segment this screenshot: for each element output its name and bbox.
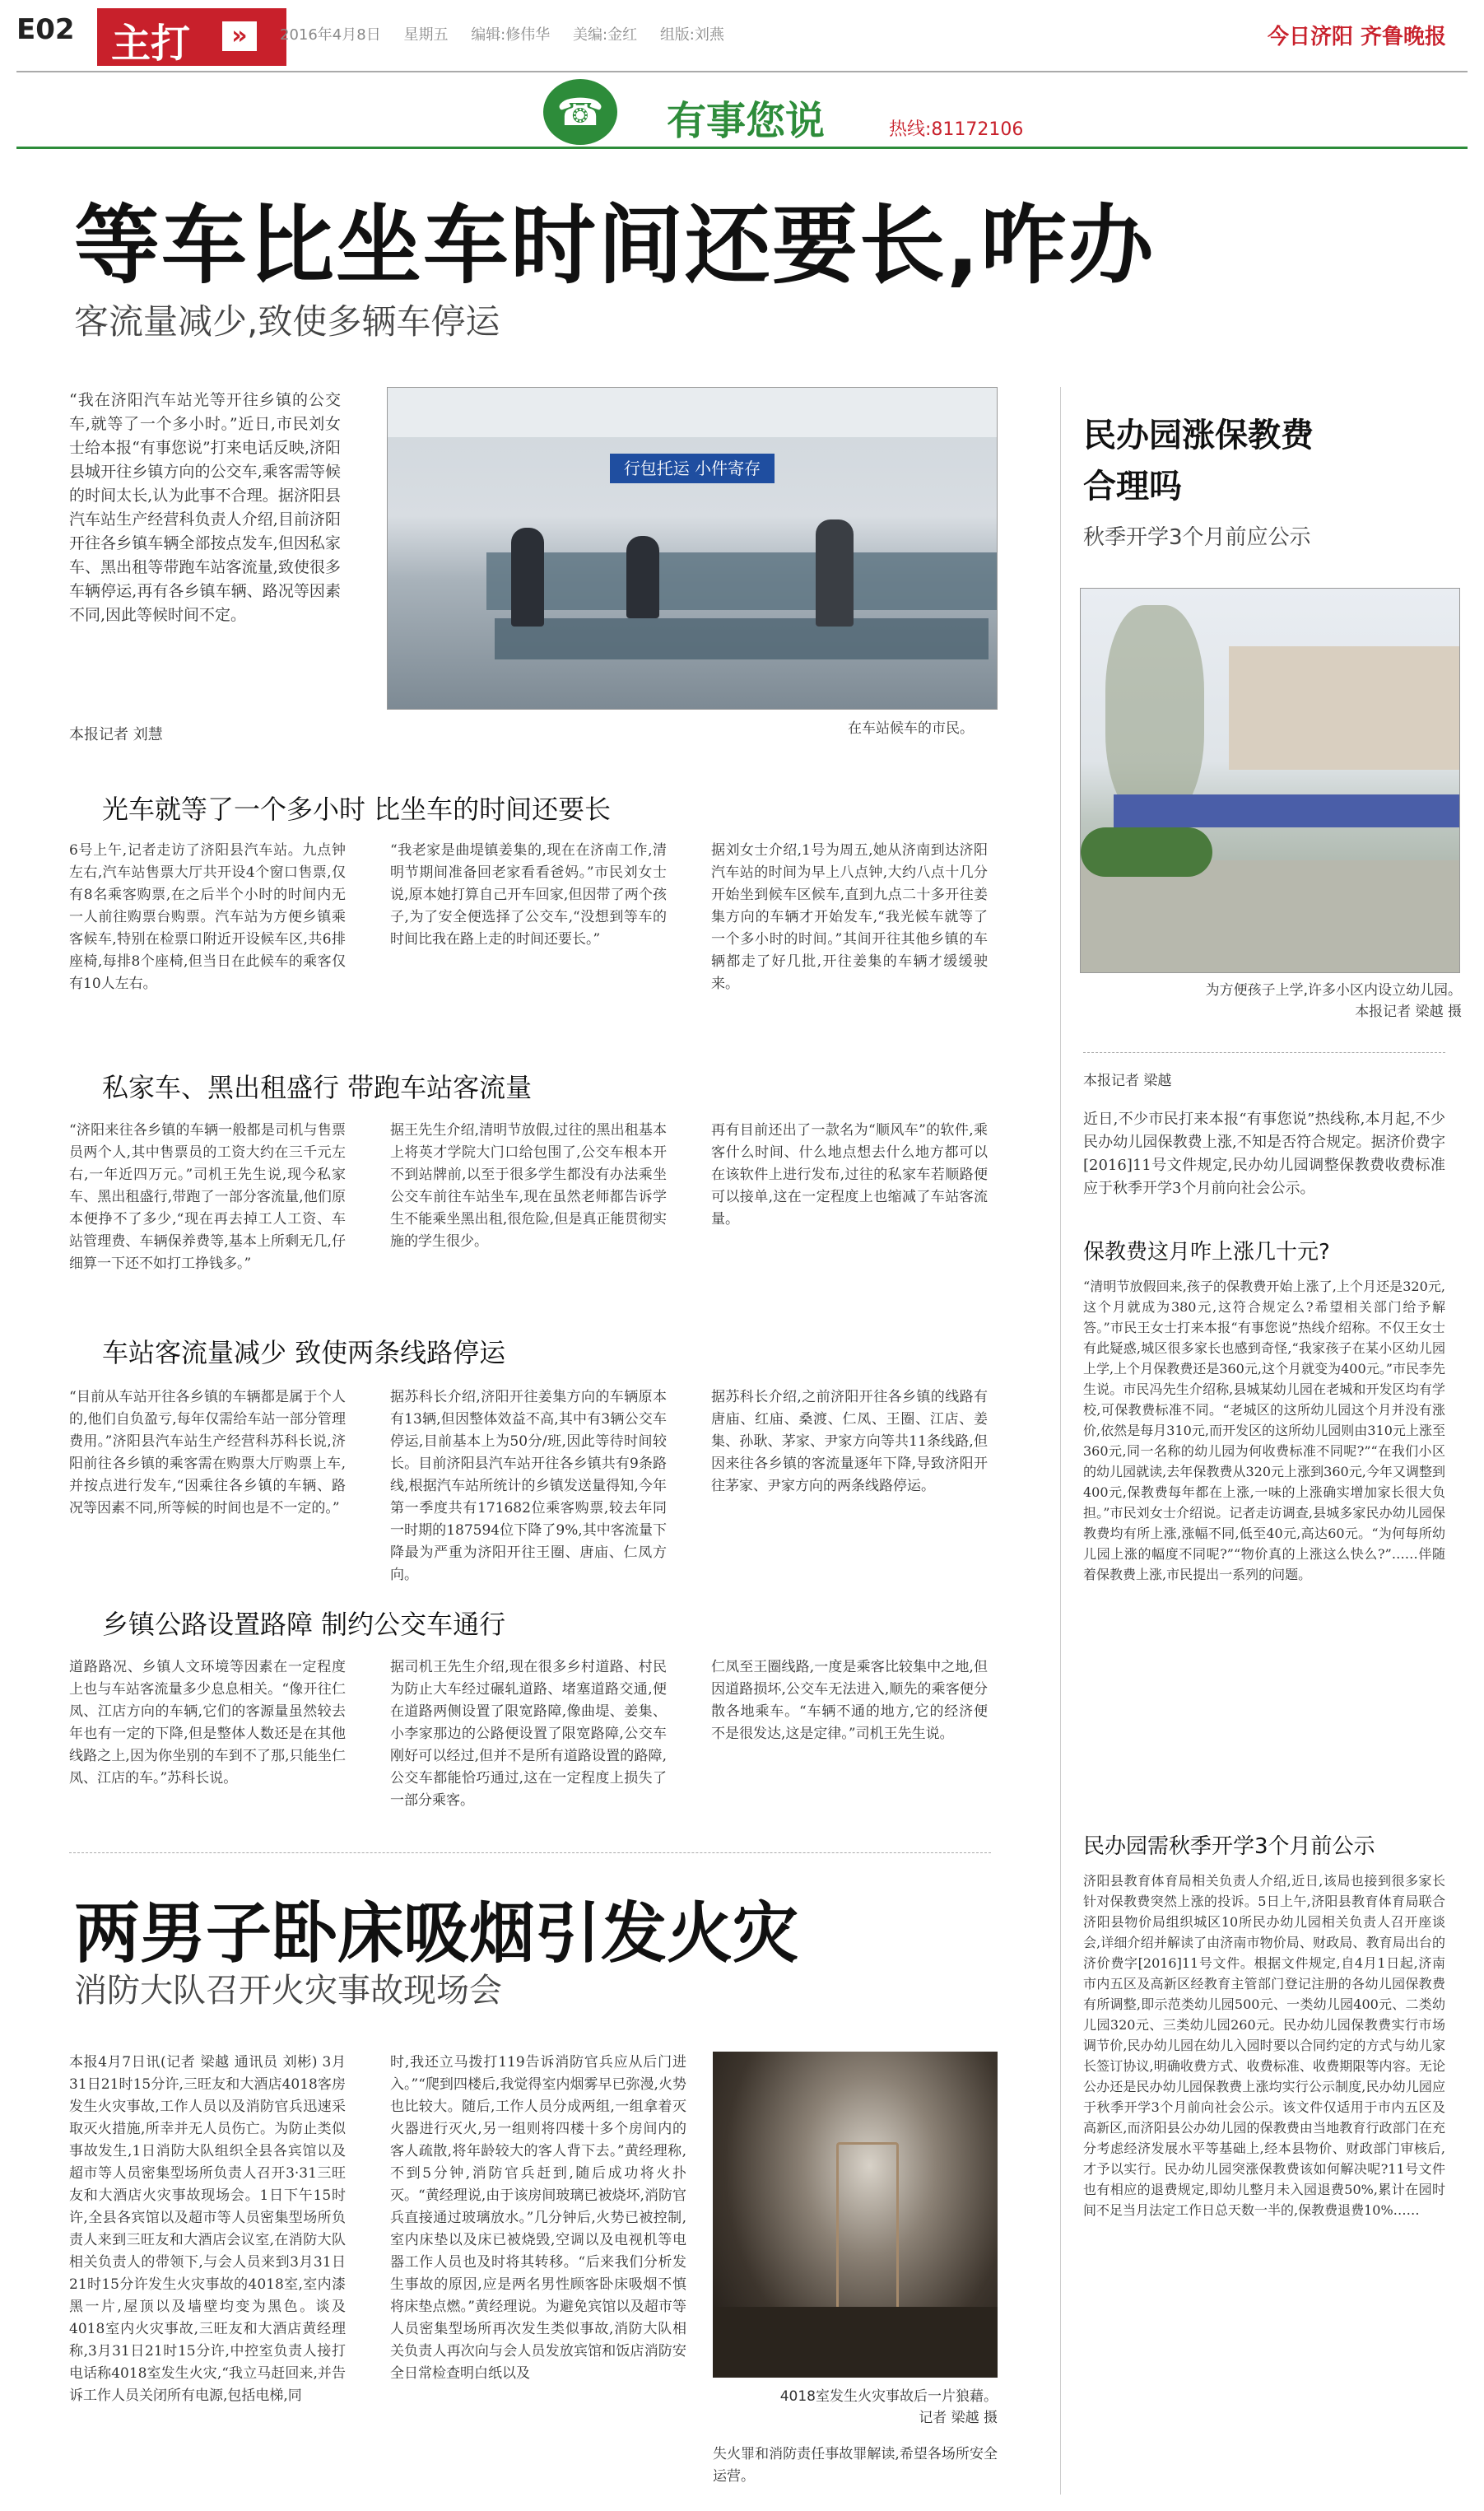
story1-byline: 本报记者 刘慧 <box>69 726 163 743</box>
photo2-caption-line1: 为方便孩子上学,许多小区内设立幼儿园。 <box>1205 982 1462 999</box>
section-title: 车站客流量减少 致使两条线路停运 <box>102 1337 506 1368</box>
kindergarten-subhead: 秋季开学3个月前应公示 <box>1083 525 1311 550</box>
fence <box>1114 794 1459 827</box>
story2-section-title: 民办园需秋季开学3个月前公示 <box>1083 1834 1375 1859</box>
story2-lead: 近日,不少市民打来本报“有事您说”热线称,本月起,不少民办幼儿园保教费上涨,不知是否符合规定。据济价费字[2016]11号文件规定,民办幼儿园调整保教费收费标准应于秋季开学3个月前向社会公示。 <box>1083 1111 1445 1197</box>
section-col: “济阳来往各乡镇的车辆一般都是司机与售票员两个人,其中售票员的工资大约在三千元左右,一年近四万元。”司机王先生说,现今私家车、黑出租盛行,带跑了一部分客流量,他们原本便挣不了多少,“现在再去掉工人工资、车站管理费、车辆保养费等,基本上所剩无几,仔细算一下还不如打工挣钱多。” <box>69 1122 346 1272</box>
section-col: 据司机王先生介绍,现在很多乡村道路、村民为防止大车经过碾轧道路、堵塞道路交通,便在道路两侧设置了限宽路障,像曲堤、姜集、小李家那边的公路便设置了限宽路障,公交车刚好可以经过,但并不是所有道路设置的路障,公交车都能恰巧通过,这在一定程度上损失了一部分乘客。 <box>390 1659 667 1809</box>
section-title: 光车就等了一个多小时 比坐车的时间还要长 <box>102 794 612 825</box>
story3-col-tail: 失火罪和消防责任事故罪解读,希望各场所安全运营。 <box>713 2446 998 2485</box>
phone-icon: ☎ <box>543 79 617 145</box>
station-sign: 行包托运 小件寄存 <box>610 454 775 483</box>
story2-section-title: 保教费这月咋上涨几十元? <box>1083 1240 1330 1265</box>
section-col: 据王先生介绍,清明节放假,过往的黑出租基本上将英才学院大门口给包围了,公交车根本开不到站牌前,以至于很多学生都没有办法乘坐公交车前往车站坐车,现在虽然老师都告诉学生不能乘坐黑出租,很危险,但是真正能贯彻实施的学生很少。 <box>390 1122 667 1250</box>
kindergarten-headline <box>1083 410 1445 512</box>
headline-bus-wait: 等车比坐车时间还要长,咋办 <box>74 195 1156 296</box>
subhead-fire: 消防大队召开火灾事故现场会 <box>74 1972 502 2010</box>
issue-date: 2016年4月8日 <box>280 26 381 44</box>
divider <box>1083 1052 1445 1053</box>
station-ceiling <box>388 388 997 437</box>
section-col: 据苏科长介绍,之前济阳开往各乡镇的线路有唐庙、红庙、桑渡、仁凤、王圈、江店、姜集、孙耿、茅家、尹家方向等共11条线路,但因来往各乡镇的客流量逐年下降,导致济阳开往茅家、尹家方向的两条线路停运。 <box>711 1389 988 1494</box>
floor <box>713 2307 998 2378</box>
section-label: 主打 <box>111 21 191 67</box>
photo3-caption <box>713 2386 998 2429</box>
section-title: 乡镇公路设置路障 制约公交车通行 <box>102 1609 506 1640</box>
story3-col: 本报4月7日讯(记者 梁越 通讯员 刘彬) 3月31日21时15分许,三旺友和大酒店4018客房发生火灾事故,工作人员以及消防官兵迅速采取灭火措施,所幸并无人员伤亡。为防止类似事故发生,1日消防大队组织全县各宾馆以及超市等人员密集型场所负责人召开3·31三旺友和大酒店火灾事故现场会。1日下午15时许,全县各宾馆以及超市等人员密集型场所负责人来到三旺友和大酒店会议室,在消防大队相关负责人的带领下,与会人员来到3月31日21时15分许发生火灾事故的4018室,室内漆黑一片,屋顶以及墙壁均变为黑色。谈及4018室内火灾事故,三旺友和大酒店黄经理称,3月31日21时15分许,中控室负责人接打电话称4018室发生火灾,“我立马赶回来,并告诉工作人员关闭所有电源,包括电梯,同 <box>69 2054 346 2404</box>
kindergarten-headline-line2: 合理吗 <box>1083 468 1182 505</box>
building <box>1229 646 1459 770</box>
section-col: “我老家是曲堤镇姜集的,现在在济南工作,清明节期间准备回老家看看爸妈。”市民刘女士说,原本她打算自己开车回家,但因带了两个孩子,为了安全便选择了公交车,“没想到等车的时间比我在路上走的时间还要长。” <box>390 842 667 948</box>
subhead-bus-wait: 客流量减少,致使多辆车停运 <box>74 301 500 342</box>
section-col: 再有目前还出了一款名为“顺风车”的软件,乘客什么时间、什么地点想去什么地方都可以在该软件上进行发布,过往的私家车若顺路便可以接单,这在一定程度上也缩减了车站客流量。 <box>711 1122 988 1228</box>
waiting-seats <box>486 552 997 610</box>
issue-meta <box>280 23 742 44</box>
kindergarten-photo <box>1080 588 1460 973</box>
section-col: 道路路况、乡镇人文环境等因素在一定程度上也与车站客流量多少息息相关。“像开往仁凤、江店方向的车辆,它们的客源量虽然较去年也有一定的下降,但是整体人数还是在其他线路之上,因为你坐别的车到不了那,只能坐仁凤、江店的车。”苏科长说。 <box>69 1659 346 1787</box>
ground <box>1081 860 1459 972</box>
passenger-figure <box>511 528 544 627</box>
column-title: 有事您说 <box>667 98 826 144</box>
photo1-caption: 在车站候车的市民。 <box>848 720 974 737</box>
shrub <box>1081 827 1212 877</box>
waiting-seats-row2 <box>495 618 989 659</box>
header-divider <box>16 71 1468 72</box>
story1-lead: “我在济阳汽车站光等开往乡镇的公交车,就等了一个多小时。”近日,市民刘女士给本报“有事您说”打来电话反映,济阳县城开往乡镇方向的公交车,乘客需等候的时间太长,认为此事不合理。据济阳县汽车站生产经营科负责人介绍,目前济阳开往各乡镇车辆全部按点发车,但因私家车、黑出租等带跑车站客流量,致使很多车辆停运,再有各乡镇车辆、路况等因素不同,因此等候时间不定。 <box>69 391 341 624</box>
issue-weekday: 星期五 <box>403 26 449 44</box>
section-title: 私家车、黑出租盛行 带跑车站客流量 <box>102 1072 533 1103</box>
hotline: 热线:81172106 <box>889 119 1024 140</box>
section-col: 据刘女士介绍,1号为周五,她从济南到达济阳汽车站的时间为早上八点钟,大约八点十几分开始坐到候车区候车,直到九点二十多开往姜集方向的车辆才开始发车,“我光候车就等了一个多小时的时间。”其间开往其他乡镇的车辆都走了好几批,开往姜集的车辆才缓缓驶来。 <box>711 842 988 992</box>
headline-fire: 两男子卧床吸烟引发火灾 <box>74 1895 798 1972</box>
masthead-right: 今日济阳 齐鲁晚报 <box>1268 25 1447 49</box>
passenger-figure <box>816 519 854 627</box>
photo3-caption-line1: 4018室发生火灾事故后一片狼藉。 <box>779 2388 998 2405</box>
story3-col: 时,我还立马拨打119告诉消防官兵应从后门进入。”“爬到四楼后,我觉得室内烟雾早已弥漫,火势也比较大。随后,工作人员分成两组,一组拿着灭火器进行灭火,另一组则将四楼十多个房间内的客人疏散,将年龄较大的客人背下去。”黄经理称,不到5分钟,消防官兵赶到,随后成功将火扑灭。“黄经理说,由于该房间玻璃已被烧坏,消防官兵直接通过玻璃放水。”几分钟后,火势已被控制,室内床垫以及床已被烧毁,空调以及电视机等电器工作人员也及时将其转移。“后来我们分析发生事故的原因,应是两名男性顾客卧床吸烟不慎将床垫点燃。”黄经理说。为避免宾馆以及超市等人员密集型场所再次发生类似事故,消防大队相关负责人再次向与会人员发放宾馆和饭店消防安全日常检查明白纸以及 <box>390 2054 686 2382</box>
photo2-caption <box>1083 980 1462 1023</box>
issue-art: 美编:金红 <box>573 26 638 44</box>
column-divider <box>1060 387 1061 2495</box>
section-arrow-icon: » <box>222 21 257 51</box>
issue-editor: 编辑:修伟华 <box>471 26 551 44</box>
fire-scene-photo <box>713 2052 998 2378</box>
section-col: 6号上午,记者走访了济阳县汽车站。九点钟左右,汽车站售票大厅共开设4个窗口售票,仅有8名乘客购票,在之后半个小时的时间内无一人前往购票台购票。汽车站为方便乡镇乘客候车,特别在检票口附近开设候车区,共6排座椅,每排8个座椅,但当日在此候车的乘客仅有10人左右。 <box>69 842 346 992</box>
issue-layout: 组版:刘燕 <box>659 26 724 44</box>
story-divider <box>69 1852 991 1853</box>
section-col: 仁凤至王圈线路,一度是乘客比较集中之地,但因道路损坏,公交车无法进入,顺先的乘客便分散各地乘车。“车辆不通的地方,它的经济便不是很发达,这是定律。”司机王先生说。 <box>711 1659 988 1742</box>
banner-divider <box>16 147 1468 149</box>
photo2-caption-line2: 本报记者 梁越 摄 <box>1355 1004 1462 1020</box>
photo3-caption-line2: 记者 梁越 摄 <box>919 2410 998 2426</box>
story2-section-body: “清明节放假回来,孩子的保教费开始上涨了,上个月还是320元,这个月就成为380元,这符合规定么?希望相关部门给予解答。”市民王女士打来本报“有事您说”热线介绍称。不仅王女士有此疑惑,城区很多家长也感到奇怪,“我家孩子在某小区幼儿园上学,上个月保教费还是360元,这个月就变为400元。”市民李先生说。市民冯先生介绍称,县城某幼儿园在老城和开发区均有学校,可保教费标准不同。“老城区的这所幼儿园这个月并没有涨价,依然是每月310元,而开发区的这所幼儿园则由310元上涨至360元,同一名称的幼儿园为何收费标准不同呢?”“在我们小区的幼儿园就读,去年保教费从320元上涨到360元,今年又调整到400元,保教费每年都在上涨,一味的上涨确实增加家长很大负担。”市民刘女士介绍说。记者走访调查,县城多家民办幼儿园保教费均有所上涨,涨幅不同,低至40元,高达60元。“为何每所幼儿园上涨的幅度不同呢?”“物价真的上涨这么快么?”……伴随着保教费上涨,市民提出一系列的问题。 <box>1083 1279 1445 1582</box>
story2-byline: 本报记者 梁越 <box>1083 1073 1172 1089</box>
kindergarten-headline-line1: 民办园涨保教费 <box>1083 417 1314 454</box>
tree <box>1105 605 1204 819</box>
section-col: 据苏科长介绍,济阳开往姜集方向的车辆原本有13辆,但因整体效益不高,其中有3辆公交车停运,目前基本上为50分/班,因此等待时间较长。目前济阳县汽车站开往各乡镇共有9条路线,根据汽车站所统计的乡镇发送量得知,今年第一季度共有171682位乘客购票,较去年同一时期的187594位下降了9%,其中客流量下降最为严重为济阳开往王圈、唐庙、仁凤方向。 <box>390 1389 667 1583</box>
passenger-figure <box>626 536 659 618</box>
section-col: “目前从车站开往各乡镇的车辆都是属于个人的,他们自负盈亏,每年仅需给车站一部分管理费用。”济阳县汽车站生产经营科苏科长说,济阳前往各乡镇的乘客需在购票大厅购票上车,并按点进行发车,“因乘往各乡镇的车辆、路况等因素不同,所等候的时间也是不一定的。” <box>69 1389 346 1516</box>
story2-section-body: 济阳县教育体育局相关负责人介绍,近日,该局也接到很多家长针对保教费突然上涨的投诉。5日上午,济阳县教育体育局联合济阳县物价局组织城区10所民办幼儿园相关负责人召开座谈会,详细介绍并解读了由济南市物价局、财政局、教育局出台的济价费字[2016]11号文件。根据文件规定,自4月1日起,济南市内五区及高新区经教育主管部门登记注册的各幼儿园保教费有所调整,即示范类幼儿园500元、一类幼儿园400元、二类幼儿园320元、三类幼儿园260元。民办幼儿园保教费实行市场调节价,民办幼儿园在幼儿入园时要以合同约定的方式与幼儿家长签订协议,明确收费方式、收费标准、收费期限等内容。无论公办还是民办幼儿园保教费上涨均实行公示制度,民办幼儿园应于秋季开学3个月前向社会公示。该文件仅适用于市内五区及高新区,而济阳县公办幼儿园的保教费由当地教育行政部门在充分考虑经济发展水平等基础上,经本县物价、财政部门审核后,才予以实行。民办幼儿园突涨保教费该如何解决呢?11号文件也有相应的退费规定,即幼儿整月未入园退费50%,累计在园时间不足当月法定工作日总天数一半的,保教费退费10%…… <box>1083 1873 1445 2218</box>
bus-station-photo <box>387 387 998 710</box>
page-number: E02 <box>16 13 75 46</box>
